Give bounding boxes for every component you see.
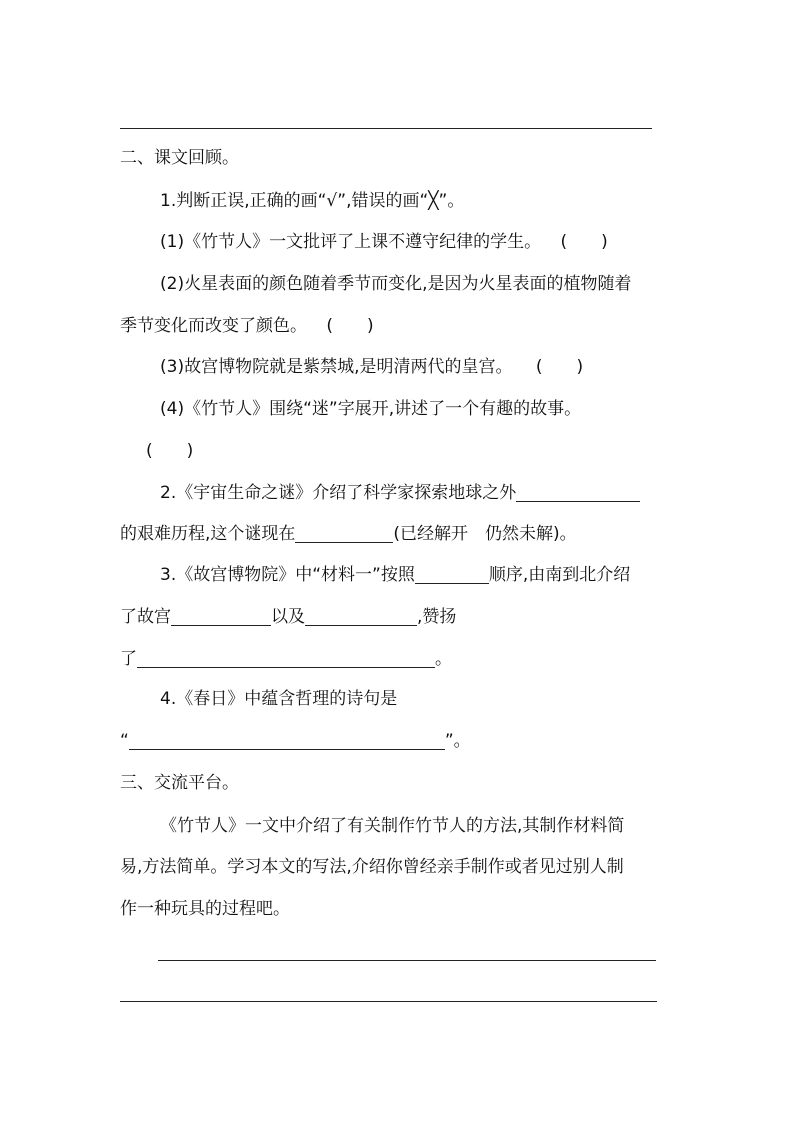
answer-blank-q3-4[interactable] xyxy=(137,647,435,668)
q4-close-quote: ”。 xyxy=(444,731,471,751)
q4-line2 xyxy=(120,729,471,753)
q1-item-2-text: 季节变化而改变了颜色。 xyxy=(120,316,307,336)
q3-line2 xyxy=(120,605,456,629)
answer-blank-q4[interactable] xyxy=(129,729,445,750)
q1-item-3 xyxy=(160,355,583,379)
q2-part2: 的艰难历程,这个谜现在 xyxy=(120,524,296,544)
q3-part3: 了故宫 xyxy=(120,607,171,627)
writing-line-2[interactable] xyxy=(120,1001,657,1002)
q2-part3: (已经解开 仍然未解)。 xyxy=(393,524,577,544)
q1-item-1 xyxy=(160,230,608,254)
q4-open-quote: “ xyxy=(120,731,129,751)
q2-line2 xyxy=(120,522,577,546)
q3-part6: 了 xyxy=(120,649,137,669)
q1-item-1-text: (1)《竹节人》一文批评了上课不遵守纪律的学生。 xyxy=(160,232,542,252)
q3-line1 xyxy=(160,563,630,587)
answer-paren-4[interactable]: ( ) xyxy=(146,441,194,461)
section3-line2: 易,方法简单。学习本文的写法,介绍你曾经亲手制作或者见过别人制 xyxy=(120,857,624,877)
q2-part1: 2.《宇宙生命之谜》介绍了科学家探索地球之外 xyxy=(160,483,517,503)
answer-paren-1[interactable]: ( ) xyxy=(560,232,608,252)
q1-item-2-line1: (2)火星表面的颜色随着季节而变化,是因为火星表面的植物随着 xyxy=(160,274,632,294)
q3-line3 xyxy=(120,647,452,671)
q3-part4: 以及 xyxy=(271,607,305,627)
answer-paren-3[interactable]: ( ) xyxy=(535,357,584,377)
q1-item-4-text: (4)《竹节人》围绕“迷”字展开,讲述了一个有趣的故事。 xyxy=(160,399,582,419)
q4-line1: 4.《春日》中蕴含哲理的诗句是 xyxy=(160,689,398,709)
answer-blank-q2-1[interactable] xyxy=(516,481,640,502)
section3-title: 三、交流平台。 xyxy=(120,773,239,793)
q3-part2: 顺序,由南到北介绍 xyxy=(488,565,631,585)
answer-paren-2[interactable]: ( ) xyxy=(326,316,374,336)
q3-part1: 3.《故宫博物院》中“材料一”按照 xyxy=(160,565,415,585)
section2-title: 二、课文回顾。 xyxy=(120,148,239,168)
top-rule xyxy=(120,128,652,129)
q2-line1 xyxy=(160,481,640,505)
answer-blank-q3-3[interactable] xyxy=(305,605,417,626)
q1-item-3-text: (3)故宫博物院就是紫禁城,是明清两代的皇宫。 xyxy=(160,357,513,377)
q1-stem: 1.判断正误,正确的画“√”,错误的画“╳”。 xyxy=(160,191,465,211)
answer-blank-q3-2[interactable] xyxy=(171,605,271,626)
q3-part7: 。 xyxy=(435,649,452,669)
answer-blank-q3-1[interactable] xyxy=(415,563,489,584)
answer-blank-q2-2[interactable] xyxy=(295,522,393,543)
section3-line1: 《竹节人》一文中介绍了有关制作竹节人的方法,其制作材料简 xyxy=(160,816,625,836)
writing-line-1[interactable] xyxy=(158,960,656,961)
q3-part5: ,赞扬 xyxy=(417,607,457,627)
q1-item-2-line2 xyxy=(120,314,374,338)
section3-line3: 作一种玩具的过程吧。 xyxy=(120,899,290,919)
